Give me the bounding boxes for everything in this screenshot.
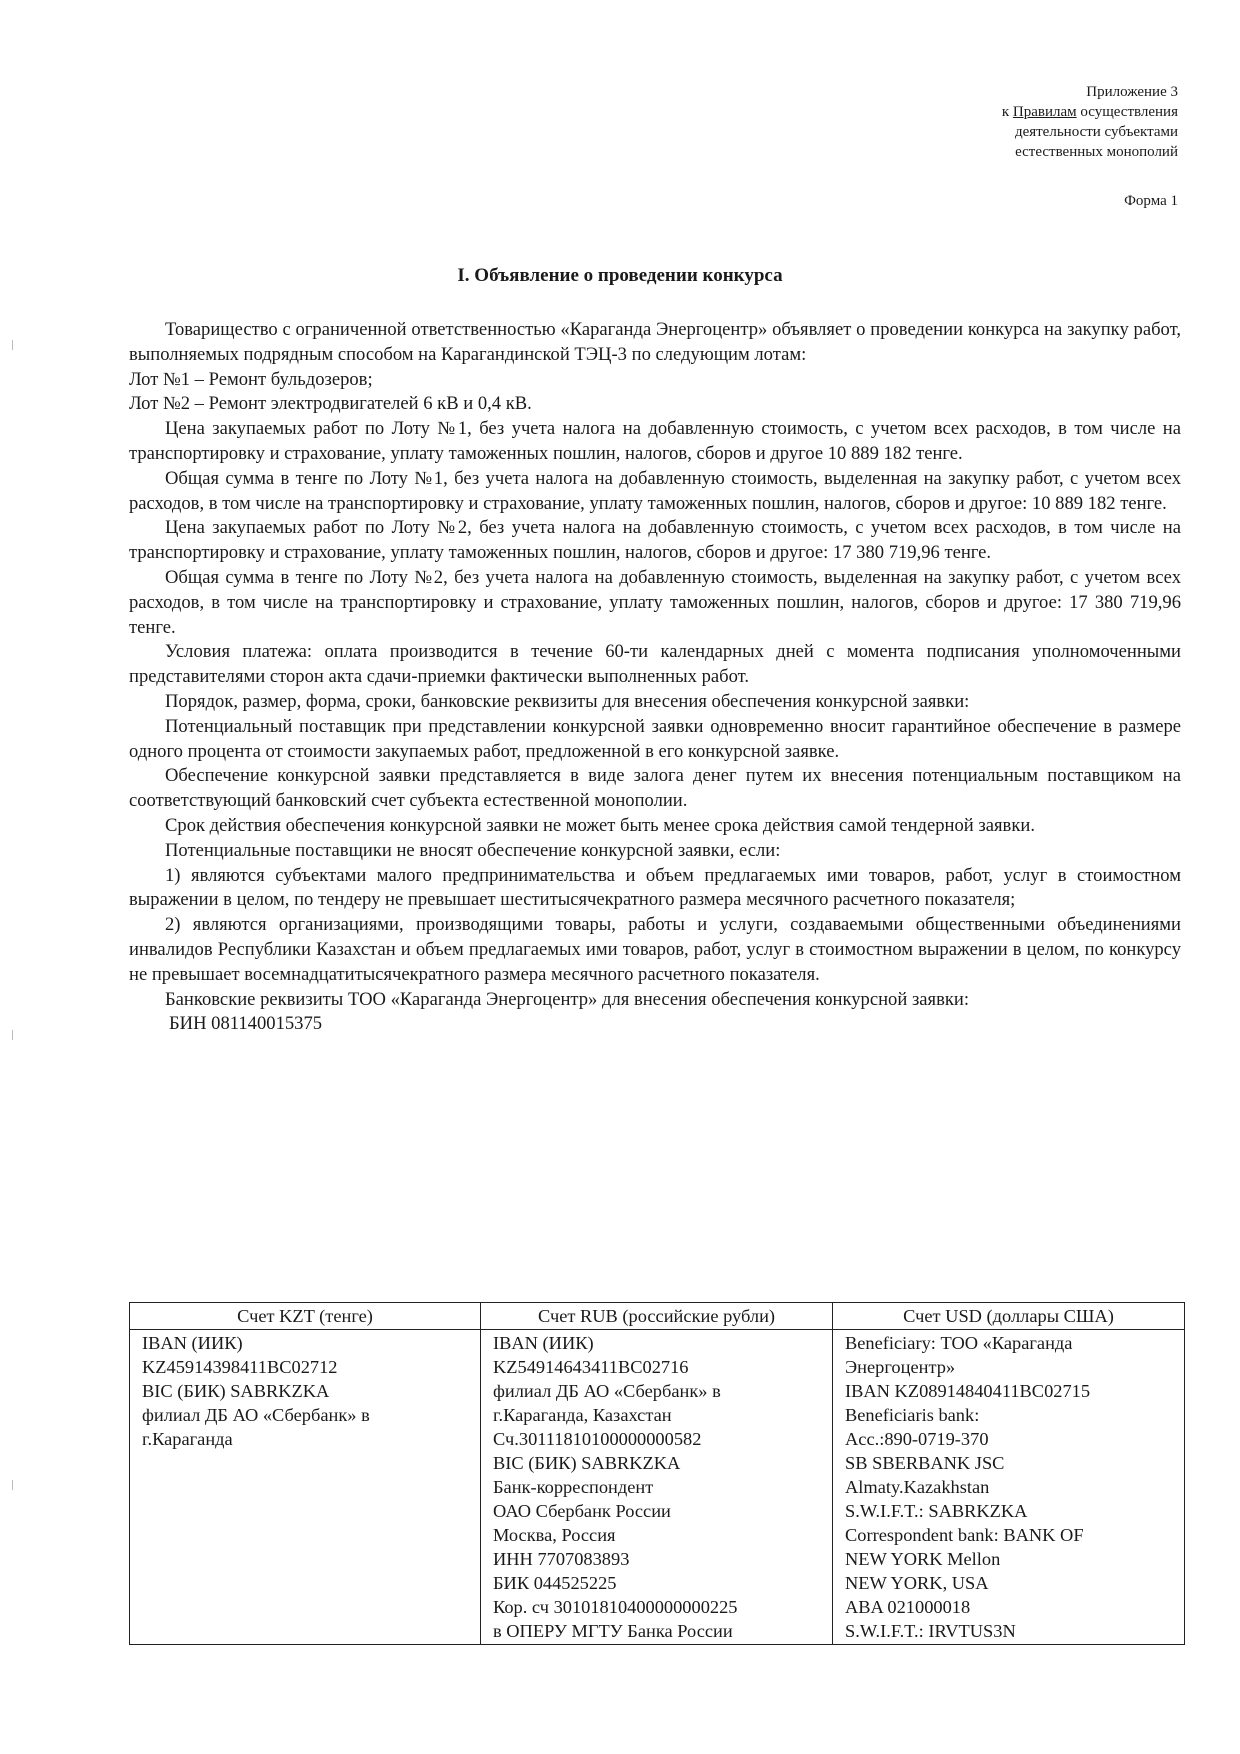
rub-line: ИНН 7707083893: [493, 1549, 630, 1569]
rub-line: БИК 044525225: [493, 1573, 617, 1593]
scan-margin-mark: [12, 1030, 13, 1040]
appendix-line-2: [718, 102, 1178, 122]
kzt-line: KZ45914398411BC02712: [142, 1357, 338, 1377]
kzt-account-cell: [130, 1330, 481, 1645]
scan-margin-mark: [12, 1480, 13, 1490]
usd-line: Beneficiaris bank:: [845, 1405, 980, 1425]
table-header-row: [130, 1303, 1185, 1330]
rub-line: ОАО Сбербанк России: [493, 1501, 671, 1521]
paragraph-lot1-price: Цена закупаемых работ по Лоту №1, без учета налога на добавленную стоимость, с учетом всех расходов, в том числе на транспортировку и страхование, уплату таможенных пошлин, налогов, сборов и другое 10 889 182 тенге.: [129, 418, 1181, 464]
appendix-note: [718, 82, 1178, 162]
usd-line: ABA 021000018: [845, 1597, 971, 1617]
paragraph-security-term: Срок действия обеспечения конкурсной заявки не может быть менее срока действия самой тендерной заявки.: [165, 814, 1035, 836]
header-rub: Счет RUB (российские рубли): [481, 1303, 833, 1330]
kzt-line: BIC (БИК) SABRKZKA: [142, 1381, 330, 1401]
header-kzt: Счет KZT (тенге): [130, 1303, 481, 1330]
paragraph-lot2-total: Общая сумма в тенге по Лоту №2, без учета налога на добавленную стоимость, выделенная на закупку работ, с учетом всех расходов, в том числе на транспортировку и страхование, уплату таможенных пошлин, налогов, сборов и другое: 17 380 719,96 тенге.: [129, 566, 1181, 638]
lot-2-line: Лот №2 – Ремонт электродвигателей 6 кВ и 0,4 кВ.: [129, 393, 532, 415]
table-row: [130, 1330, 1185, 1645]
appendix-line-3: деятельности субъектами: [1014, 124, 1178, 140]
page-title: I. Объявление о проведении конкурса: [457, 265, 783, 286]
paragraph-exemption-1: 1) являются субъектами малого предпринимательства и объем предлагаемых ими товаров, работ, услуг в стоимостном выражении в целом, по тендеру не превышает шеститысячекратного размера месячного расчетного показателя;: [129, 864, 1181, 911]
lot-1-line: Лот №1 – Ремонт бульдозеров;: [129, 368, 373, 390]
usd-line: Almaty.Kazakhstan: [845, 1477, 990, 1497]
paragraph-exemption-2: 2) являются организациями, производящими товары, работы и услуги, создаваемыми общественными объединениями инвалидов Республики Казахстан и объем предлагаемых ими товаров, работ, услуг в стоимостном выражении в целом, по конкурсу не превышает восемнадцатитысячекратного размера месячного расчетного показателя.: [129, 914, 1181, 985]
appendix-line-4: естественных монополий: [1015, 144, 1178, 160]
scan-margin-mark: [12, 340, 13, 350]
appendix-line-1: Приложение 3: [1086, 84, 1178, 100]
rub-line: BIC (БИК) SABRKZKA: [493, 1453, 681, 1473]
usd-line: NEW YORK, USA: [845, 1573, 989, 1593]
usd-line: S.W.I.F.T.: SABRKZKA: [845, 1501, 1028, 1521]
rub-line: Кор. сч 30101810400000000225: [493, 1597, 738, 1617]
paragraph-lot2-price: Цена закупаемых работ по Лоту №2, без учета налога на добавленную стоимость, с учетом всех расходов, в том числе на транспортировку и страхование, уплату таможенных пошлин, налогов, сборов и другое: 17 380 719,96 тенге.: [129, 517, 1181, 564]
kzt-line: филиал ДБ АО «Сбербанк» в: [142, 1405, 370, 1425]
paragraph-intro: Товарищество с ограниченной ответственностью «Караганда Энергоцентр» объявляет о проведении конкурса на закупку работ, выполняемых подрядным способом на Карагандинской ТЭЦ-3 по следующим лотам:: [129, 319, 1181, 365]
header-usd: Счет USD (доллары США): [833, 1303, 1185, 1330]
rub-line: в ОПЕРУ МГТУ Банка России: [493, 1621, 733, 1641]
bin-number: БИН 081140015375: [169, 1013, 323, 1035]
kzt-line: IBAN (ИИК): [142, 1333, 243, 1353]
paragraph-security-form: Обеспечение конкурсной заявки представляется в виде залога денег путем их внесения потенциальным поставщиком на соответствующий банковский счет субъекта естественной монополии.: [129, 765, 1181, 812]
announcement-body: [129, 318, 1181, 1037]
rub-line: Сч.30111810100000000582: [493, 1429, 702, 1449]
rub-line: Москва, Россия: [493, 1525, 616, 1545]
usd-account-cell: [833, 1330, 1185, 1645]
usd-line: NEW YORK Mellon: [845, 1549, 1001, 1569]
paragraph-lot1-total: Общая сумма в тенге по Лоту №1, без учета налога на добавленную стоимость, выделенная на закупку работ, с учетом всех расходов, в том числе на транспортировку и страхование, уплату таможенных пошлин, налогов, сборов и другое: 10 889 182 тенге.: [129, 467, 1181, 514]
usd-line: S.W.I.F.T.: IRVTUS3N: [845, 1621, 1016, 1641]
paragraph-bank-details: Банковские реквизиты ТОО «Караганда Энергоцентр» для внесения обеспечения конкурсной заявки:: [165, 988, 970, 1010]
usd-line: SB SBERBANK JSC: [845, 1453, 1005, 1473]
rub-line: Банк-корреспондент: [493, 1477, 654, 1497]
rub-account-cell: [481, 1330, 833, 1645]
paragraph-payment-terms: Условия платежа: оплата производится в течение 60-ти календарных дней с момента подписания уполномоченными представителями сторон акта сдачи-приемки фактически выполненных работ.: [129, 641, 1181, 688]
usd-line: Acc.:890-0719-370: [845, 1429, 989, 1449]
appendix-line-2-prefix: к: [1001, 104, 1013, 120]
rub-line: IBAN (ИИК): [493, 1333, 594, 1353]
form-label: Форма 1: [1124, 193, 1178, 209]
kzt-line: г.Караганда: [142, 1429, 233, 1449]
usd-line: IBAN KZ08914840411BC02715: [845, 1381, 1091, 1401]
paragraph-security-procedure: Порядок, размер, форма, сроки, банковские реквизиты для внесения обеспечения конкурсной заявки:: [165, 690, 970, 712]
paragraph-exemptions: Потенциальные поставщики не вносят обеспечение конкурсной заявки, если:: [165, 839, 781, 861]
rub-line: KZ54914643411BC02716: [493, 1357, 689, 1377]
appendix-line-2-rest: осуществления: [1076, 104, 1178, 120]
paragraph-guarantee: Потенциальный поставщик при представлении конкурсной заявки одновременно вносит гарантийное обеспечение в размере одного процента от стоимости закупаемых работ, предложенной в его конкурсной заявке.: [129, 715, 1181, 762]
usd-line: Энергоцентр»: [845, 1357, 956, 1377]
usd-line: Correspondent bank: BANK OF: [845, 1525, 1084, 1545]
rub-line: филиал ДБ АО «Сбербанк» в: [493, 1381, 721, 1401]
rub-line: г.Караганда, Казахстан: [493, 1405, 672, 1425]
rules-link[interactable]: Правилам: [1012, 104, 1077, 120]
bank-details-table: [129, 1302, 1185, 1645]
usd-line: Beneficiary: ТОО «Караганда: [845, 1333, 1073, 1353]
